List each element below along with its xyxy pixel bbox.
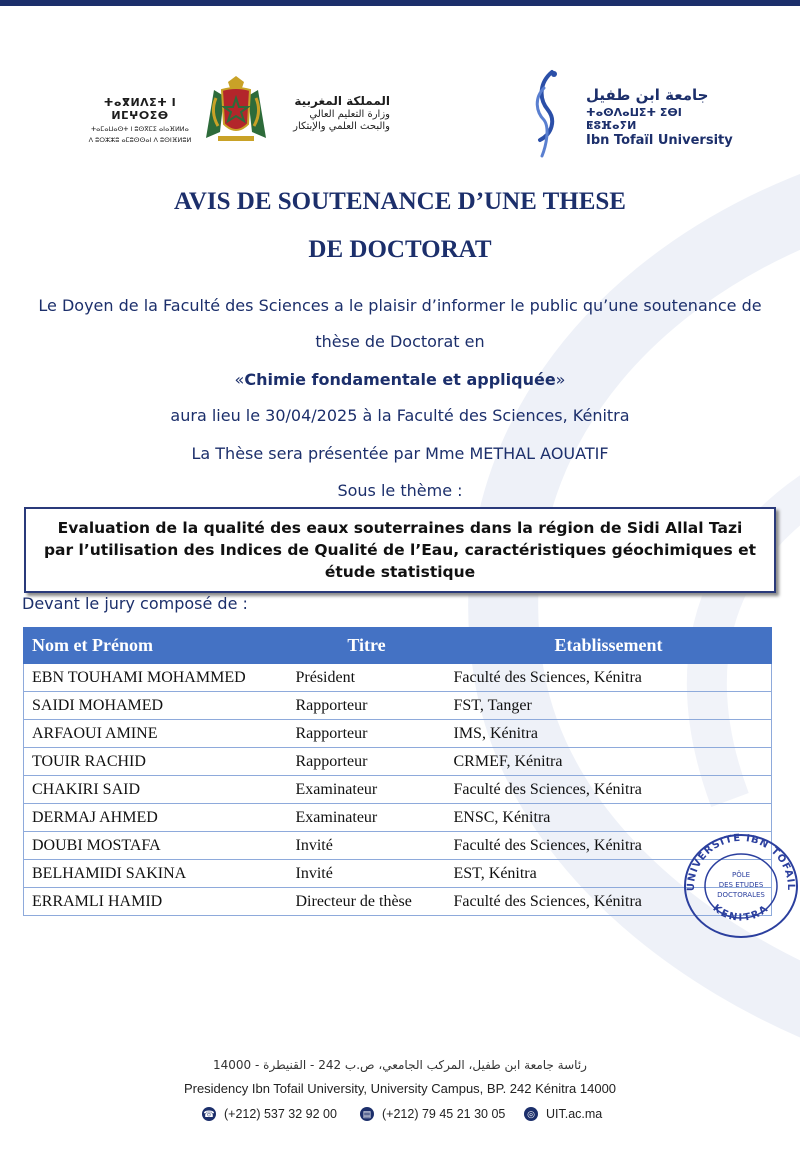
- stamp-inner-line: DES ETUDES: [718, 881, 764, 889]
- jury-member-name: ERRAMLI HAMID: [24, 888, 288, 916]
- ministry-tifinagh-line: ⵜⴰⴳⵍⴷⵉⵜ ⵏ ⵍⵎⵖⵔⵉⴱ: [103, 96, 177, 122]
- top-bar: [0, 0, 800, 6]
- jury-member-name: SAIDI MOHAMED: [24, 692, 288, 720]
- quote-close: »: [555, 370, 566, 389]
- table-row: [24, 692, 772, 720]
- jury-member-title: Rapporteur: [288, 748, 446, 776]
- footer-address-arabic: رئاسة جامعة ابن طفيل، المركب الجامعي، ص.ب 242 - القنيطرة - 14000: [213, 1058, 587, 1072]
- jury-member-name: ARFAOUI AMINE: [24, 720, 288, 748]
- stamp-city-text: KENITRA: [710, 902, 772, 924]
- footer-fax: [360, 1107, 505, 1121]
- table-row: [24, 860, 772, 888]
- intro-line-2: thèse de Doctorat en: [315, 332, 485, 351]
- jury-member-title: Rapporteur: [288, 720, 446, 748]
- stamp-inner-line: DOCTORALES: [717, 891, 765, 899]
- jury-member-institution: Faculté des Sciences, Kénitra: [446, 664, 772, 692]
- jury-member-institution: Faculté des Sciences, Kénitra: [446, 888, 772, 916]
- jury-member-title: Examinateur: [288, 776, 446, 804]
- speciality-line: [0, 370, 800, 389]
- official-stamp: [680, 830, 800, 940]
- table-row: [24, 664, 772, 692]
- jury-member-institution: IMS, Kénitra: [446, 720, 772, 748]
- university-name: Ibn Tofaïl University: [586, 133, 733, 148]
- phone-icon: ☎: [202, 1107, 216, 1121]
- jury-member-institution: ENSC, Kénitra: [446, 804, 772, 832]
- jury-intro: Devant le jury composé de :: [22, 594, 248, 613]
- thesis-title: Evaluation de la qualité des eaux souterraines dans la région de Sidi Allal Tazi par l’utilisation des Indices de Qualité de l’Eau, caractéristiques géochimiques et étude statistique: [43, 519, 757, 581]
- jury-member-title: Invité: [288, 832, 446, 860]
- jury-member-title: Directeur de thèse: [288, 888, 446, 916]
- ministry-arabic-line: المملكة المغربية: [294, 94, 390, 108]
- ministry-arabic-line: والبحث العلمي والإبتكار: [293, 121, 390, 132]
- university-arabic-name: جامعة ابن طفيل: [586, 86, 709, 104]
- table-row: [24, 776, 772, 804]
- fax-icon: ▤: [360, 1107, 374, 1121]
- jury-member-institution: CRMEF, Kénitra: [446, 748, 772, 776]
- jury-member-name: CHAKIRI SAID: [24, 776, 288, 804]
- jury-member-title: Examinateur: [288, 804, 446, 832]
- table-row: [24, 804, 772, 832]
- table-row: [24, 888, 772, 916]
- jury-member-title: Invité: [288, 860, 446, 888]
- thesis-title-box: [24, 507, 776, 593]
- column-header-title: Titre: [288, 628, 446, 664]
- ministry-tifinagh-name: [76, 96, 204, 144]
- phone-number: (+212) 537 32 92 00: [224, 1107, 337, 1121]
- page-title-line-1: AVIS DE SOUTENANCE D’UNE THESE: [174, 188, 626, 215]
- table-row: [24, 748, 772, 776]
- jury-member-institution: Faculté des Sciences, Kénitra: [446, 832, 772, 860]
- jury-table-header-row: [24, 628, 772, 664]
- ministry-tifinagh-line: ⴷ ⵓⵔⵣⵣⵓ ⴰⵎⵓⵙⵙⴰⵏ ⴷ ⵓⵙⵏⴼⵍⵓⵍ: [88, 136, 192, 144]
- svg-text:KENITRA: [711, 903, 772, 924]
- column-header-name: Nom et Prénom: [24, 628, 288, 664]
- jury-member-name: DOUBI MOSTAFA: [24, 832, 288, 860]
- table-row: [24, 832, 772, 860]
- jury-member-institution: FST, Tanger: [446, 692, 772, 720]
- jury-table: [23, 627, 772, 916]
- quote-open: «: [234, 370, 245, 389]
- page-title-line-2: DE DOCTORAT: [308, 236, 492, 263]
- speciality-name: Chimie fondamentale et appliquée: [244, 370, 556, 389]
- fax-number: (+212) 79 45 21 30 05: [382, 1107, 506, 1121]
- ministry-arabic-name: [270, 94, 390, 132]
- ministry-arabic-line: وزارة التعليم العالي: [309, 109, 390, 120]
- globe-icon: ◎: [524, 1107, 538, 1121]
- jury-member-title: Rapporteur: [288, 692, 446, 720]
- moroccan-coat-of-arms-logo: [204, 76, 268, 144]
- column-header-institution: Etablissement: [446, 628, 772, 664]
- stamp-inner-line: PÔLE: [731, 871, 751, 879]
- university-name-block: [586, 86, 736, 148]
- jury-member-name: BELHAMIDI SAKINA: [24, 860, 288, 888]
- jury-member-title: Président: [288, 664, 446, 692]
- stamp-university-text: UNIVERSITE IBN TOFAIL: [685, 832, 797, 892]
- jury-member-name: DERMAJ AHMED: [24, 804, 288, 832]
- intro-line-1: Le Doyen de la Faculté des Sciences a le plaisir d’informer le public qu’une soutenance de: [38, 296, 762, 315]
- footer-address: Presidency Ibn Tofail University, University Campus, BP. 242 Kénitra 14000: [183, 1081, 617, 1096]
- jury-member-institution: Faculté des Sciences, Kénitra: [446, 776, 772, 804]
- university-logo: [530, 68, 560, 160]
- footer-website[interactable]: [524, 1107, 602, 1121]
- presenter-line: La Thèse sera présentée par Mme METHAL AOUATIF: [191, 444, 609, 463]
- theme-label: Sous le thème :: [337, 481, 463, 500]
- university-tifinagh-name: ⵜⴰⵙⴷⴰⵡⵉⵜ ⵉⴱⵏ ⵟⵓⴼⴰⵢⵍ: [586, 106, 682, 132]
- website-link[interactable]: UIT.ac.ma: [546, 1107, 603, 1121]
- jury-member-institution: EST, Kénitra: [446, 860, 772, 888]
- ministry-tifinagh-line: ⵜⴰⵎⴰⵡⴰⵙⵜ ⵏ ⵓⵙⴳⵎⵉ ⴰⵏⴰⴼⵍⵍⴰ: [91, 125, 189, 133]
- table-row: [24, 720, 772, 748]
- date-line: aura lieu le 30/04/2025 à la Faculté des Sciences, Kénitra: [170, 406, 630, 425]
- jury-member-name: EBN TOUHAMI MOHAMMED: [24, 664, 288, 692]
- jury-member-name: TOUIR RACHID: [24, 748, 288, 776]
- footer-phone: [202, 1107, 337, 1121]
